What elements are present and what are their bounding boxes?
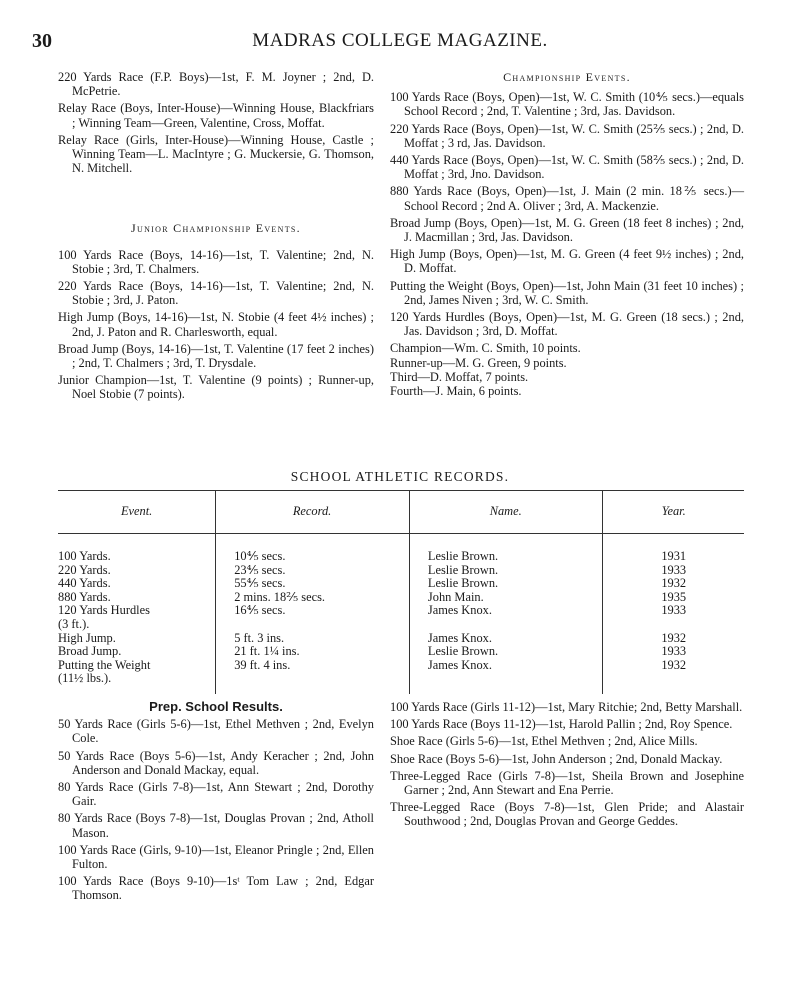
table-row: [58, 564, 744, 578]
event-paragraph: 440 Yards Race (Boys, Open)—1st, W. C. Smith (58⅖ secs.) ; 2nd, D. Moffat ; 3rd, Jno. Davidson.: [390, 153, 744, 182]
event-paragraph: 100 Yards Race (Girls 11-12)—1st, Mary Ritchie; 2nd, Betty Marshall.: [390, 700, 743, 714]
record-year-cell: 1933: [603, 645, 744, 659]
junior-championship-heading: Junior Championship Events.: [131, 221, 301, 236]
record-value-cell: 2 mins. 18⅖ secs.: [216, 591, 410, 605]
record-event-cell: Putting the Weight: [58, 657, 151, 672]
event-paragraph: Putting the Weight (Boys, Open)—1st, John Main (31 feet 10 inches) ; 2nd, James Niven ; 3rd, W. C. Smith.: [390, 278, 744, 307]
record-year-cell: 1933: [603, 604, 744, 618]
record-event-cell: 120 Yards Hurdles: [58, 603, 150, 618]
prep-right-column: [390, 700, 744, 832]
table-row: [58, 659, 744, 673]
event-paragraph: 100 Yards Race (Girls, 9-10)—1st, Eleanor Pringle ; 2nd, Ellen Fulton.: [58, 842, 374, 872]
record-event-cell: Broad Jump.: [58, 644, 122, 659]
event-paragraph: Three-Legged Race (Boys 7-8)—1st, Glen Pride; and Alastair Southwood ; 2nd, Douglas Provan and George Geddes.: [390, 800, 744, 829]
record-event-cell: (3 ft.).: [58, 616, 90, 631]
event-paragraph: 220 Yards Race (F.P. Boys)—1st, F. M. Joyner ; 2nd, D. McPetrie.: [58, 70, 374, 99]
record-name-cell: Leslie Brown.: [409, 550, 603, 564]
table-row: [58, 550, 744, 564]
event-paragraph: Relay Race (Boys, Inter-House)—Winning House, Blackfriars ; Winning Team—Green, Valentine, Cross, Moffat.: [58, 101, 374, 130]
fourth-result: Fourth—J. Main, 6 points.: [390, 384, 522, 399]
record-name-cell: James Knox.: [409, 604, 603, 618]
records-header-row: [58, 491, 744, 534]
record-value-cell: 5 ft. 3 ins.: [216, 632, 410, 646]
column-header-year: Year.: [603, 491, 744, 534]
record-value-cell: 21 ft. 1¼ ins.: [216, 645, 410, 659]
record-year-cell: 1932: [603, 577, 744, 591]
event-paragraph: 220 Yards Race (Boys, Open)—1st, W. C. Smith (25⅖ secs.) ; 2nd, D. Moffat ; 3 rd, Jas. Davidson.: [390, 121, 744, 150]
record-event-cell: 220 Yards.: [58, 562, 111, 577]
record-name-cell: John Main.: [409, 591, 603, 605]
record-event-cell: High Jump.: [58, 630, 116, 645]
event-paragraph: Broad Jump (Boys, 14-16)—1st, T. Valentine (17 feet 2 inches) ; 2nd, T. Chalmers ; 3rd, T. Drysdale.: [58, 341, 374, 371]
page-number: 30: [32, 30, 52, 52]
table-row: [58, 591, 744, 605]
record-name-cell: Leslie Brown.: [409, 564, 603, 578]
record-year-cell: 1933: [603, 564, 744, 578]
record-year-cell: [603, 672, 744, 686]
right-column-top: [390, 70, 744, 398]
record-year-cell: 1932: [603, 632, 744, 646]
table-row: [58, 577, 744, 591]
record-value-cell: 55⅘ secs.: [216, 577, 410, 591]
record-value-cell: 10⅘ secs.: [216, 550, 410, 564]
page-title: MADRAS COLLEGE MAGAZINE.: [252, 30, 548, 51]
record-event-cell: 440 Yards.: [58, 576, 111, 591]
event-paragraph: 120 Yards Hurdles (Boys, Open)—1st, M. G. Green (18 secs.) ; 2nd, Jas. Davidson ; 3rd, D. Moffat.: [390, 310, 744, 339]
record-name-cell: James Knox.: [409, 632, 603, 646]
record-value-cell: 23⅘ secs.: [216, 564, 410, 578]
record-event-cell: 880 Yards.: [58, 589, 111, 604]
event-paragraph: High Jump (Boys, 14-16)—1st, N. Stobie (4 feet 4½ inches) ; 2nd, J. Paton and R. Charlesworth, equal.: [58, 310, 374, 339]
record-event-cell: 100 Yards.: [58, 549, 111, 563]
record-year-cell: 1935: [603, 591, 744, 605]
event-paragraph: 80 Yards Race (Boys 7-8)—1st, Douglas Provan ; 2nd, Atholl Mason.: [58, 811, 374, 840]
records-title: SCHOOL ATHLETIC RECORDS.: [290, 469, 510, 484]
table-row: [58, 618, 744, 632]
record-name-cell: James Knox.: [409, 659, 603, 673]
record-value-cell: 16⅘ secs.: [216, 604, 410, 618]
table-row: [58, 672, 744, 686]
event-paragraph: 100 Yards Race (Boys 11-12)—1st, Harold Pallin ; 2nd, Roy Spence.: [390, 717, 733, 732]
table-row: [58, 645, 744, 659]
runner-up-result: Runner-up—M. G. Green, 9 points.: [390, 355, 567, 370]
left-column-top: [58, 70, 374, 405]
event-paragraph: Three-Legged Race (Girls 7-8)—1st, Sheila Brown and Josephine Garner ; 2nd, Ann Stewart and Ena Perrie.: [390, 768, 744, 798]
record-value-cell: 39 ft. 4 ins.: [216, 659, 410, 673]
event-paragraph: 880 Yards Race (Boys, Open)—1st, J. Main (2 min. 18⅖ secs.)—School Record ; 2nd A. Oliver ; 3rd, A. Mackenzie.: [390, 184, 744, 213]
event-paragraph: 100 Yards Race (Boys, 14-16)—1st, T. Valentine; 2nd, N. Stobie ; 3rd, T. Chalmers.: [58, 247, 374, 276]
column-header-event: Event.: [58, 491, 216, 534]
event-paragraph: 80 Yards Race (Girls 7-8)—1st, Ann Stewart ; 2nd, Dorothy Gair.: [58, 780, 374, 809]
table-row: [58, 632, 744, 646]
record-name-cell: Leslie Brown.: [409, 645, 603, 659]
record-name-cell: [409, 618, 603, 632]
event-paragraph: Broad Jump (Boys, Open)—1st, M. G. Green (18 feet 8 inches) ; 2nd, J. Macmillan ; 3rd, Jas. Davidson.: [390, 215, 744, 245]
event-paragraph: 100 Yards Race (Boys 9-10)—1sᵗ Tom Law ; 2nd, Edgar Thomson.: [58, 874, 374, 903]
event-paragraph: 100 Yards Race (Boys, Open)—1st, W. C. Smith (10⅘ secs.)—equals School Record ; 2nd, T. Valentine ; 3rd, Jas. Davidson.: [390, 90, 744, 119]
record-value-cell: [216, 672, 410, 686]
event-paragraph: Junior Champion—1st, T. Valentine (9 points) ; Runner-up, Noel Stobie (7 points).: [58, 373, 374, 402]
table-row: [58, 604, 744, 618]
prep-left-column: [58, 700, 374, 906]
third-result: Third—D. Moffat, 7 points.: [390, 369, 529, 384]
event-paragraph: High Jump (Boys, Open)—1st, M. G. Green (4 feet 9½ inches) ; 2nd, D. Moffat.: [390, 247, 744, 276]
champion-result: Champion—Wm. C. Smith, 10 points.: [390, 341, 581, 356]
record-name-cell: Leslie Brown.: [409, 577, 603, 591]
championship-heading: Championship Events.: [503, 70, 631, 84]
event-paragraph: 220 Yards Race (Boys, 14-16)—1st, T. Valentine; 2nd, N. Stobie ; 3rd, J. Paton.: [58, 279, 374, 308]
records-table: [58, 490, 744, 694]
event-paragraph: 50 Yards Race (Boys 5-6)—1st, Andy Keracher ; 2nd, John Anderson and Donald Mackay, equal.: [58, 748, 374, 777]
record-event-cell: (11½ lbs.).: [58, 671, 112, 686]
event-paragraph: 50 Yards Race (Girls 5-6)—1st, Ethel Methven ; 2nd, Evelyn Cole.: [58, 717, 374, 746]
prep-school-heading: Prep. School Results.: [149, 699, 283, 714]
event-paragraph: Shoe Race (Boys 5-6)—1st, John Anderson ; 2nd, Donald Mackay.: [390, 751, 723, 766]
record-name-cell: [409, 672, 603, 686]
event-paragraph: Relay Race (Girls, Inter-House)—Winning House, Castle ; Winning Team—L. MacIntyre ; G. Muckersie, G. Thomson, N. Mitchell.: [58, 132, 374, 176]
event-paragraph: Shoe Race (Girls 5-6)—1st, Ethel Methven ; 2nd, Alice Mills.: [390, 734, 698, 749]
record-value-cell: [216, 618, 410, 632]
column-header-name: Name.: [409, 491, 603, 534]
record-year-cell: 1932: [603, 659, 744, 673]
record-year-cell: [603, 618, 744, 632]
column-header-record: Record.: [216, 491, 410, 534]
record-year-cell: 1931: [603, 550, 744, 564]
